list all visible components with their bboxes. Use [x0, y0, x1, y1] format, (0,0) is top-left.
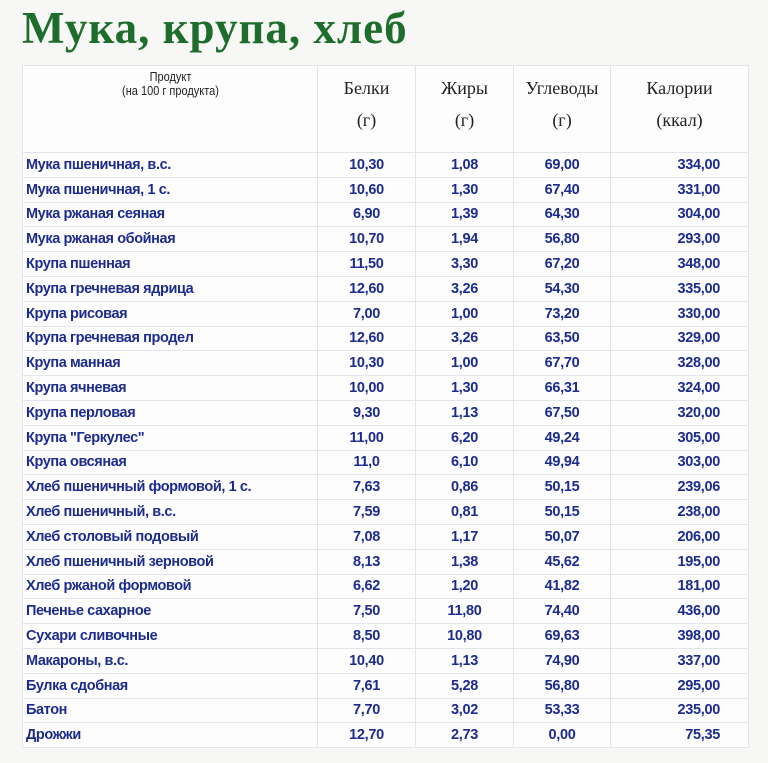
carbs-value: 45,62 [514, 549, 611, 574]
carbs-value: 56,80 [514, 227, 611, 252]
table-row [23, 574, 749, 599]
table-row [23, 301, 749, 326]
calories-value: 398,00 [611, 624, 749, 649]
fat-value: 1,13 [416, 648, 514, 673]
protein-value: 8,50 [318, 624, 416, 649]
carbs-value: 67,50 [514, 400, 611, 425]
carbs-value: 69,00 [514, 153, 611, 178]
table-row [23, 599, 749, 624]
product-name: Хлеб пшеничный, в.с. [23, 500, 318, 525]
fat-value: 1,00 [416, 351, 514, 376]
protein-value: 6,90 [318, 202, 416, 227]
carbs-value: 67,40 [514, 177, 611, 202]
product-name: Печенье сахарное [23, 599, 318, 624]
calories-value: 329,00 [611, 326, 749, 351]
table-row [23, 252, 749, 277]
fat-value: 1,30 [416, 376, 514, 401]
fat-value: 11,80 [416, 599, 514, 624]
calories-value: 328,00 [611, 351, 749, 376]
carbs-value: 50,15 [514, 475, 611, 500]
protein-value: 11,0 [318, 450, 416, 475]
table-row [23, 624, 749, 649]
fat-value: 1,94 [416, 227, 514, 252]
table-row [23, 351, 749, 376]
table-body [23, 153, 749, 748]
calories-value: 195,00 [611, 549, 749, 574]
table-row [23, 723, 749, 748]
protein-value: 12,60 [318, 276, 416, 301]
calories-value: 238,00 [611, 500, 749, 525]
protein-value: 11,50 [318, 252, 416, 277]
header-protein-unit: (г) [356, 110, 377, 130]
header-fat-unit: (г) [454, 110, 475, 130]
page-title: Мука, крупа, хлеб [22, 3, 408, 53]
header-product [40, 66, 300, 153]
carbs-value: 66,31 [514, 376, 611, 401]
product-name: Крупа гречневая ядрица [23, 276, 318, 301]
calories-value: 303,00 [611, 450, 749, 475]
table-row [23, 648, 749, 673]
protein-value: 7,00 [318, 301, 416, 326]
table-row [23, 673, 749, 698]
header-product-label: Продукт [149, 70, 191, 84]
calories-value: 335,00 [611, 276, 749, 301]
fat-value: 3,26 [416, 326, 514, 351]
product-name: Крупа рисовая [23, 301, 318, 326]
product-name: Мука ржаная сеяная [23, 202, 318, 227]
carbs-value: 49,94 [514, 450, 611, 475]
product-name: Макароны, в.с. [23, 648, 318, 673]
calories-value: 320,00 [611, 400, 749, 425]
fat-value: 1,00 [416, 301, 514, 326]
protein-value: 7,50 [318, 599, 416, 624]
carbs-value: 50,07 [514, 524, 611, 549]
product-name: Батон [23, 698, 318, 723]
table-row [23, 400, 749, 425]
fat-value: 1,13 [416, 400, 514, 425]
header-calories [611, 66, 749, 153]
carbs-value: 49,24 [514, 425, 611, 450]
header-carbs-unit: (г) [552, 110, 572, 130]
table-row [23, 227, 749, 252]
fat-value: 10,80 [416, 624, 514, 649]
table-row [23, 425, 749, 450]
calories-value: 181,00 [611, 574, 749, 599]
table-row [23, 153, 749, 178]
protein-value: 10,60 [318, 177, 416, 202]
fat-value: 6,10 [416, 450, 514, 475]
carbs-value: 74,90 [514, 648, 611, 673]
product-name: Крупа пшенная [23, 252, 318, 277]
fat-value: 1,08 [416, 153, 514, 178]
protein-value: 10,30 [318, 351, 416, 376]
nutrition-table [22, 65, 749, 748]
product-name: Сухари сливочные [23, 624, 318, 649]
carbs-value: 67,70 [514, 351, 611, 376]
carbs-value: 54,30 [514, 276, 611, 301]
table-row [23, 450, 749, 475]
calories-value: 334,00 [611, 153, 749, 178]
calories-value: 304,00 [611, 202, 749, 227]
fat-value: 3,26 [416, 276, 514, 301]
calories-value: 75,35 [611, 723, 749, 748]
header-calories-label: Калории [646, 78, 713, 98]
calories-value: 331,00 [611, 177, 749, 202]
fat-value: 1,39 [416, 202, 514, 227]
carbs-value: 0,00 [514, 723, 611, 748]
protein-value: 7,70 [318, 698, 416, 723]
protein-value: 9,30 [318, 400, 416, 425]
calories-value: 324,00 [611, 376, 749, 401]
fat-value: 0,86 [416, 475, 514, 500]
table-header [23, 66, 749, 153]
calories-value: 239,06 [611, 475, 749, 500]
table-row [23, 177, 749, 202]
protein-value: 10,30 [318, 153, 416, 178]
fat-value: 2,73 [416, 723, 514, 748]
header-carbs-label: Углеводы [525, 78, 599, 98]
protein-value: 10,70 [318, 227, 416, 252]
product-name: Крупа гречневая продел [23, 326, 318, 351]
protein-value: 7,63 [318, 475, 416, 500]
fat-value: 1,30 [416, 177, 514, 202]
fat-value: 0,81 [416, 500, 514, 525]
protein-value: 7,08 [318, 524, 416, 549]
calories-value: 305,00 [611, 425, 749, 450]
table-row [23, 376, 749, 401]
protein-value: 11,00 [318, 425, 416, 450]
fat-value: 1,20 [416, 574, 514, 599]
calories-value: 206,00 [611, 524, 749, 549]
carbs-value: 50,15 [514, 500, 611, 525]
table-row [23, 524, 749, 549]
fat-value: 3,30 [416, 252, 514, 277]
calories-value: 436,00 [611, 599, 749, 624]
product-name: Мука ржаная обойная [23, 227, 318, 252]
product-name: Булка сдобная [23, 673, 318, 698]
carbs-value: 41,82 [514, 574, 611, 599]
fat-value: 3,02 [416, 698, 514, 723]
header-calories-unit: (ккал) [656, 110, 703, 130]
protein-value: 7,61 [318, 673, 416, 698]
header-carbs [514, 66, 611, 153]
table-row [23, 276, 749, 301]
carbs-value: 63,50 [514, 326, 611, 351]
carbs-value: 67,20 [514, 252, 611, 277]
product-name: Крупа овсяная [23, 450, 318, 475]
product-name: Крупа ячневая [23, 376, 318, 401]
calories-value: 337,00 [611, 648, 749, 673]
product-name: Мука пшеничная, в.с. [23, 153, 318, 178]
product-name: Крупа перловая [23, 400, 318, 425]
fat-value: 5,28 [416, 673, 514, 698]
header-protein-label: Белки [343, 78, 390, 98]
carbs-value: 56,80 [514, 673, 611, 698]
protein-value: 7,59 [318, 500, 416, 525]
carbs-value: 74,40 [514, 599, 611, 624]
product-name: Хлеб столовый подовый [23, 524, 318, 549]
protein-value: 6,62 [318, 574, 416, 599]
header-protein [318, 66, 416, 153]
fat-value: 6,20 [416, 425, 514, 450]
product-name: Мука пшеничная, 1 с. [23, 177, 318, 202]
protein-value: 12,70 [318, 723, 416, 748]
protein-value: 10,00 [318, 376, 416, 401]
carbs-value: 64,30 [514, 202, 611, 227]
table-row [23, 500, 749, 525]
product-name: Хлеб пшеничный формовой, 1 с. [23, 475, 318, 500]
calories-value: 293,00 [611, 227, 749, 252]
carbs-value: 53,33 [514, 698, 611, 723]
table-row [23, 698, 749, 723]
carbs-value: 73,20 [514, 301, 611, 326]
calories-value: 235,00 [611, 698, 749, 723]
product-name: Хлеб ржаной формовой [23, 574, 318, 599]
table-row [23, 202, 749, 227]
calories-value: 295,00 [611, 673, 749, 698]
product-name: Крупа "Геркулес" [23, 425, 318, 450]
table-row [23, 326, 749, 351]
protein-value: 12,60 [318, 326, 416, 351]
header-fat [416, 66, 514, 153]
fat-value: 1,17 [416, 524, 514, 549]
product-name: Крупа манная [23, 351, 318, 376]
product-name: Хлеб пшеничный зерновой [23, 549, 318, 574]
table-row [23, 549, 749, 574]
header-product-unit: (на 100 г продукта) [121, 84, 219, 98]
header-fat-label: Жиры [441, 78, 488, 98]
product-name: Дрожжи [23, 723, 318, 748]
calories-value: 330,00 [611, 301, 749, 326]
calories-value: 348,00 [611, 252, 749, 277]
fat-value: 1,38 [416, 549, 514, 574]
protein-value: 10,40 [318, 648, 416, 673]
protein-value: 8,13 [318, 549, 416, 574]
carbs-value: 69,63 [514, 624, 611, 649]
table-row [23, 475, 749, 500]
